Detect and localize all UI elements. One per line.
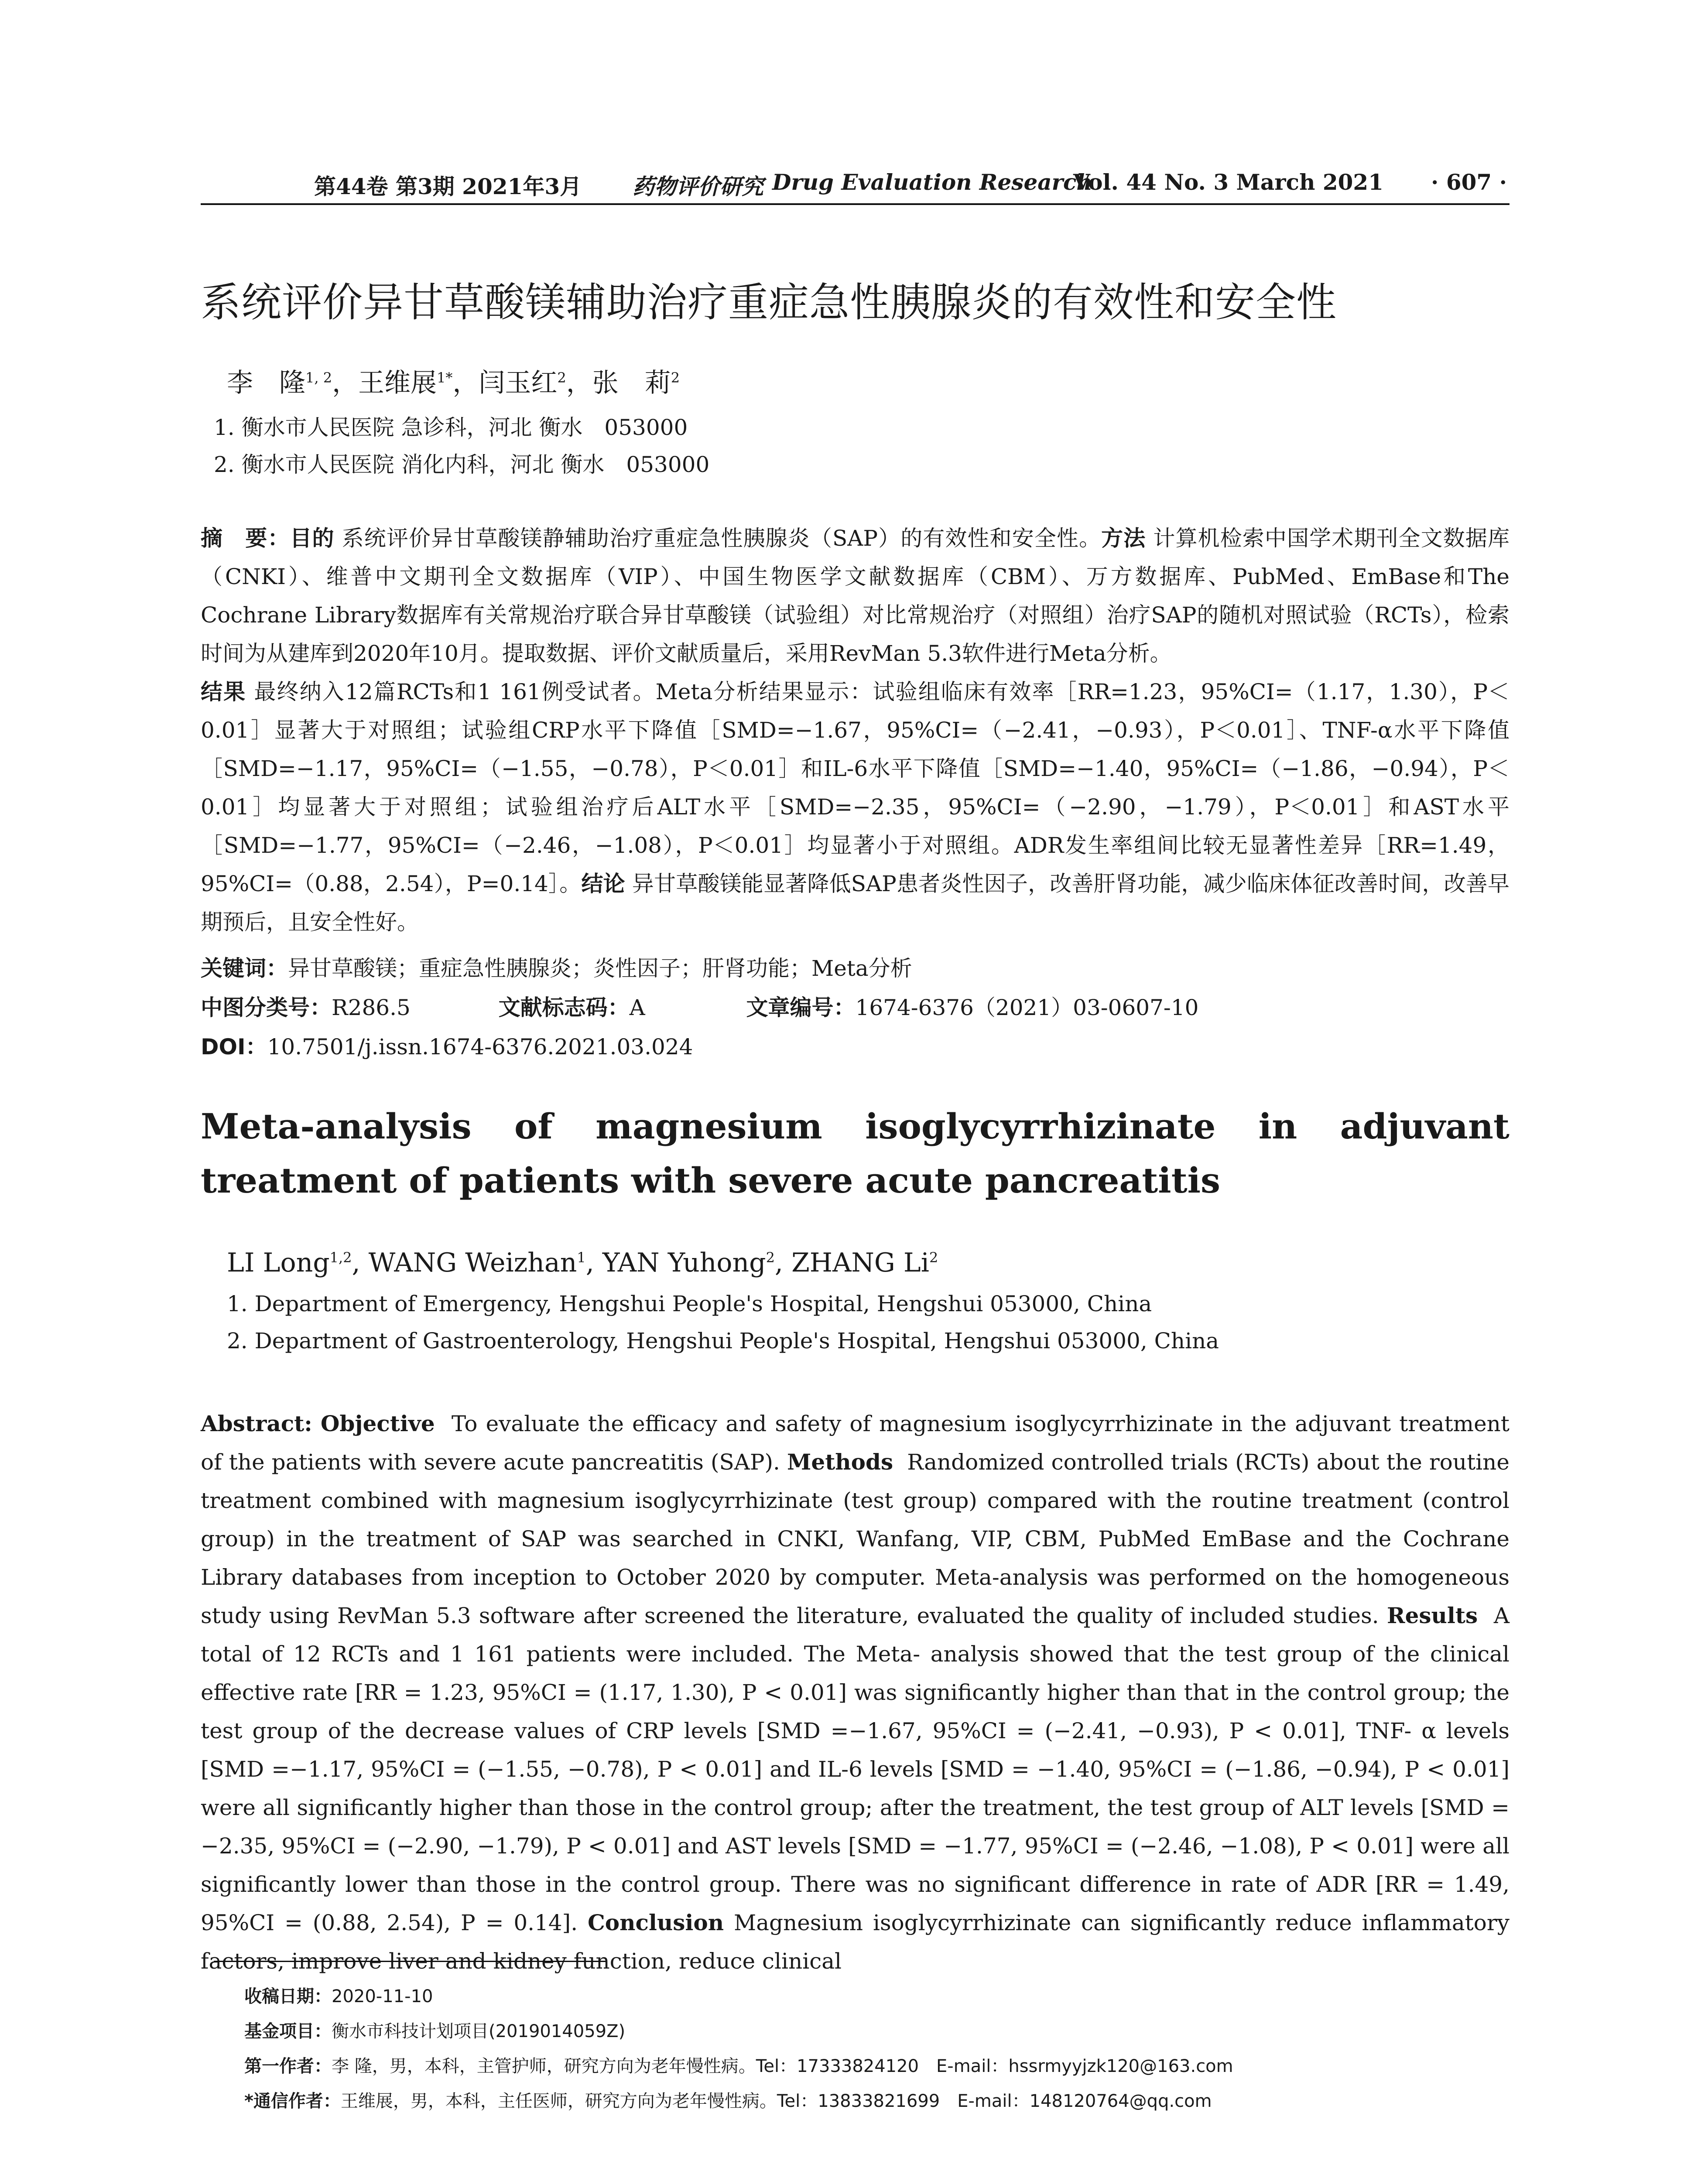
en-conclusion-label: Conclusion: [587, 1910, 724, 1935]
fund-value: 衡水市科技计划项目(2019014059Z): [332, 2021, 626, 2041]
cn-methods-label: 方法: [1101, 526, 1146, 551]
doi-line: [201, 1029, 693, 1061]
cn-author-sup: 1, 2: [305, 369, 332, 386]
received-label: 收稿日期：: [244, 1986, 332, 2007]
header-page-number: · 607 ·: [1431, 169, 1507, 195]
article-no-value: 1674-6376（2021）03-0607-10: [855, 995, 1199, 1020]
cn-author: ，张 莉: [566, 368, 671, 398]
first-author-label: 第一作者：: [244, 2056, 332, 2076]
cn-methods-text: 计算机检索中国学术期刊全文数据库（CNKI）、维普中文期刊全文数据库（VIP）、中国生物医学文献数据库（CBM）、万方数据库、PubMed、EmBase和The Cochrane Library数据库有关常规治疗联合异甘草酸镁（试验组）对比常规治疗（对照组）治疗SAP的随机对照试验（RCTs），检索时间为从建库到2020年10月。提取数据、评价文献质量后，采用RevMan 5.3软件进行Meta分析。: [201, 526, 1509, 666]
footnote-first-author: [244, 2052, 1233, 2077]
en-results-text: A total of 12 RCTs and 1 161 patients were included. The Meta- analysis showed that the test group of the clinical effective rate [RR = 1.23, 95%CI = (1.17, 1.30), P < 0.01] was significantly higher than that in the control group; the test group of the decrease values of CRP levels [SMD =−1.67, 95%CI = (−2.41, −0.93), P < 0.01], TNF- α levels [SMD =−1.17, 95%CI = (−1.55, −0.78), P < 0.01] and IL-6 levels [SMD = −1.40, 95%CI = (−1.86, −0.94), P < 0.01] were all significantly higher than those in the control group; after the treatment, the test group of ALT levels [SMD = −2.35, 95%CI = (−2.90, −1.79), P < 0.01] and AST levels [SMD = −1.77, 95%CI = (−2.46, −1.08), P < 0.01] were all significantly lower than those in the control group. There was no significant difference in rate of ADR [RR = 1.49, 95%CI = (0.88, 2.54), P = 0.14].: [201, 1603, 1509, 1935]
en-author: , ZHANG Li: [774, 1248, 929, 1278]
en-affiliation-1: 1. Department of Emergency, Hengshui People's Hospital, Hengshui 053000, China: [227, 1291, 1152, 1316]
footnote-rule: [214, 1961, 606, 1962]
cn-author-sup: 2: [671, 369, 680, 386]
en-author-sup: 2: [929, 1249, 938, 1266]
doi-label: DOI：: [201, 1034, 267, 1060]
corresponding-value: 王维展，男，本科，主任医师，研究方向为老年慢性病。Tel：13833821699 E-mail：148120764@qq.com: [340, 2091, 1212, 2111]
header-rule: [201, 203, 1509, 205]
en-author-sup: 1: [577, 1249, 586, 1266]
fund-label: 基金项目：: [244, 2021, 332, 2041]
cn-author-sup: 2: [557, 369, 566, 386]
corresponding-label: *通信作者：: [244, 2091, 341, 2111]
cn-author: ，闫玉红: [452, 368, 558, 398]
cn-author: ，王维展: [332, 368, 437, 398]
doc-code-value: A: [629, 995, 645, 1020]
en-affiliation-2: 2. Department of Gastroenterology, Hengshui People's Hospital, Hengshui 053000, China: [227, 1328, 1219, 1354]
en-objective-text: To evaluate the efficacy and safety of magnesium isoglycyrrhizinate in the adjuvant treatment of the patients with severe acute pancreatitis (SAP).: [201, 1411, 1509, 1475]
en-title: Meta-analysis of magnesium isoglycyrrhizinate in adjuvant treatment of patients with severe acute pancreatitis: [201, 1106, 1509, 1201]
cn-author: 李 隆: [227, 368, 305, 398]
clc-value: R286.5: [332, 995, 411, 1020]
cn-keywords: [201, 951, 912, 982]
footnote-fund: [244, 2017, 625, 2042]
en-abstract: [201, 1405, 1509, 1980]
running-header: [201, 169, 1509, 209]
en-author: , WANG Weizhan: [352, 1248, 577, 1278]
cn-authors: [227, 362, 680, 400]
cn-affiliation-2: 2. 衡水市人民医院 消化内科，河北 衡水 053000: [214, 452, 710, 477]
cn-keywords-label: 关键词：: [201, 956, 288, 981]
article-no-label: 文章编号：: [746, 995, 856, 1020]
en-author-sup: 2: [766, 1249, 775, 1266]
en-author: , YAN Yuhong: [585, 1248, 766, 1278]
cn-classification-line: [201, 990, 1198, 1022]
cn-abstract-label: 摘 要：: [201, 526, 290, 551]
en-objective-label: Objective: [320, 1411, 435, 1436]
cn-abstract: [201, 519, 1509, 941]
en-authors: [227, 1248, 938, 1278]
received-value: 2020-11-10: [332, 1986, 433, 2007]
cn-conclusion-label: 结论: [581, 871, 625, 896]
cn-title: 系统评价异甘草酸镁辅助治疗重症急性胰腺炎的有效性和安全性: [201, 279, 1337, 326]
footnote-received: [244, 1983, 433, 2007]
en-methods-text: Randomized controlled trials (RCTs) about the routine treatment combined with magnesium isoglycyrrhizinate (test group) compared with the routine treatment (control group) in the treatment of SAP was searched in CNKI, Wanfang, VIP, CBM, PubMed EmBase and the Cochrane Library databases from inception to October 2020 by computer. Meta-analysis was performed on the homogeneous study using RevMan 5.3 software after screened the literature, evaluated the quality of included studies.: [201, 1449, 1509, 1628]
header-volume-issue-en: Vol. 44 No. 3 March 2021: [1073, 169, 1383, 195]
en-results-label: Results: [1387, 1603, 1478, 1628]
cn-objective-text: 系统评价异甘草酸镁静辅助治疗重症急性胰腺炎（SAP）的有效性和安全性。: [342, 526, 1102, 551]
header-journal-en: Drug Evaluation Research: [772, 169, 1092, 195]
header-volume-issue-cn: 第44卷 第3期 2021年3月: [314, 174, 582, 199]
en-author-sup: 1,2: [329, 1249, 352, 1266]
cn-author-sup: 1*: [437, 369, 453, 386]
first-author-value: 李 隆，男，本科，主管护师，研究方向为老年慢性病。Tel：17333824120 E-mail：hssrmyyjzk120@163.com: [332, 2056, 1233, 2076]
en-abstract-label: Abstract:: [201, 1411, 312, 1436]
cn-affiliation-1: 1. 衡水市人民医院 急诊科，河北 衡水 053000: [214, 415, 688, 440]
footnote-corresponding: [244, 2087, 1212, 2112]
en-methods-label: Methods: [787, 1449, 893, 1475]
en-author: LI Long: [227, 1248, 330, 1278]
cn-keywords-text: 异甘草酸镁；重症急性胰腺炎；炎性因子；肝肾功能；Meta分析: [288, 956, 912, 981]
journal-logo: 药物评价研究: [633, 174, 763, 199]
doi-value: 10.7501/j.issn.1674-6376.2021.03.024: [267, 1034, 693, 1060]
cn-results-text: 最终纳入12篇RCTs和1 161例受试者。Meta分析结果显示：试验组临床有效率［RR=1.23，95%CI=（1.17，1.30），P＜0.01］显著大于对照组；试验组CRP水平下降值［SMD=−1.67，95%CI=（−2.41，−0.93），P＜0.01］、TNF-α水平下降值［SMD=−1.17，95%CI=（−1.55，−0.78），P＜0.01］和IL-6水平下降值［SMD=−1.40，95%CI=（−1.86，−0.94），P＜0.01］均显著大于对照组；试验组治疗后ALT水平［SMD=−2.35，95%CI=（−2.90，−1.79），P＜0.01］和AST水平［SMD=−1.77，95%CI=（−2.46，−1.08），P＜0.01］均显著小于对照组。ADR发生率组间比较无显著性差异［RR=1.49，95%CI=（0.88，2.54），P=0.14］。: [201, 679, 1509, 896]
cn-conclusion-text: 异甘草酸镁能显著降低SAP患者炎性因子，改善肝肾功能，减少临床体征改善时间，改善早期预后，且安全性好。: [201, 871, 1509, 935]
clc-label: 中图分类号：: [201, 995, 332, 1020]
cn-objective-label: 目的: [290, 526, 335, 551]
doc-code-label: 文献标志码：: [498, 995, 630, 1020]
en-conclusion-text: Magnesium isoglycyrrhizinate can significantly reduce inflammatory factors, improve liver and kidney function, reduce clinical: [201, 1910, 1509, 1974]
cn-results-label: 结果: [201, 679, 246, 704]
